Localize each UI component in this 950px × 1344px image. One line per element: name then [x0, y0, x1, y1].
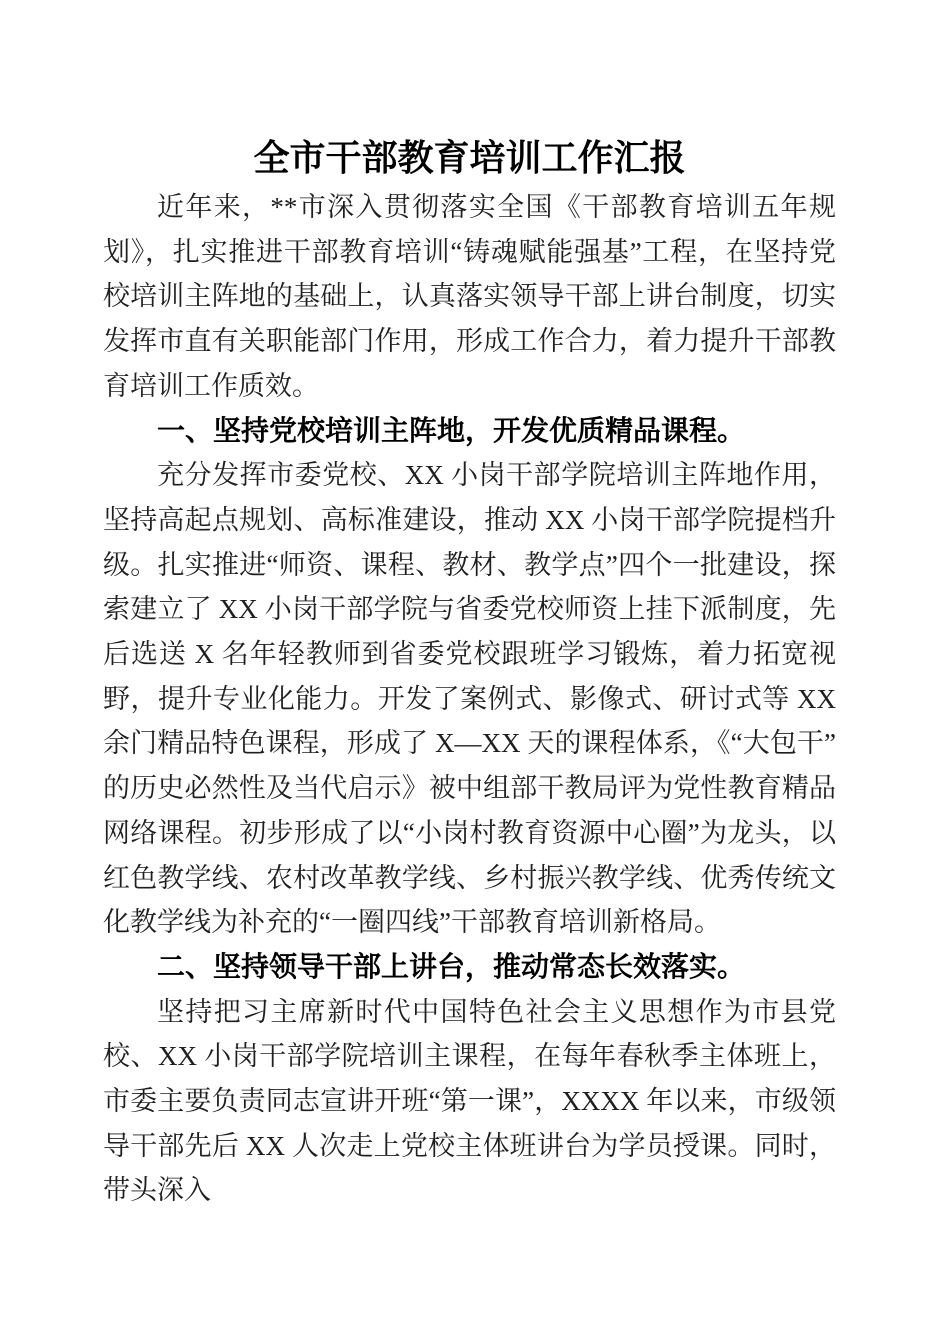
paragraph-section-1: 充分发挥市委党校、XX 小岗干部学院培训主阵地作用，坚持高起点规划、高标准建设，推动 XX 小岗干部学院提档升级。扎实推进“师资、课程、教材、教学点”四个一批建设，探索建立了 XX 小岗干部学院与省委党校师资上挂下派制度，先后选送 X 名年轻教师到省委党校跟班学习锻炼，着力拓宽视野，提升专业化能力。开发了案例式、影像式、研讨式等 XX 余门精品特色课程，形成了 X—XX 天的课程体系，《“大包干”的历史必然性及当代启示》被中组部干教局评为党性教育精品网络课程。初步形成了以“小岗村教育资源中心圈”为龙头，以红色教学线、农村改革教学线、乡村振兴教学线、优秀传统文化教学线为补充的“一圈四线”干部教育培训新格局。 — [103, 460, 836, 938]
section-heading-1: 一、坚持党校培训主阵地，开发优质精品课程。 — [157, 414, 746, 446]
section-heading-2: 二、坚持领导干部上讲台，推动常态长效落实。 — [157, 950, 746, 982]
document-title: 全市干部教育培训工作汇报 — [253, 138, 686, 178]
paragraph-section-2: 坚持把习主席新时代中国特色社会主义思想作为市县党校、XX 小岗干部学院培训主课程，在每年春秋季主体班上，市委主要负责同志宣讲开班“第一课”，XXXX 年以来，市级领导干部先后 XX 人次走上党校主体班讲台为学员授课。同时，带头深入 — [103, 996, 836, 1206]
paragraph-intro: 近年来，**市深入贯彻落实全国《干部教育培训五年规划》，扎实推进干部教育培训“铸魂赋能强基”工程，在坚持党校培训主阵地的基础上，认真落实领导干部上讲台制度，切实发挥市直有关职能部门作用，形成工作合力，着力提升干部教育培训工作质效。 — [103, 192, 836, 401]
